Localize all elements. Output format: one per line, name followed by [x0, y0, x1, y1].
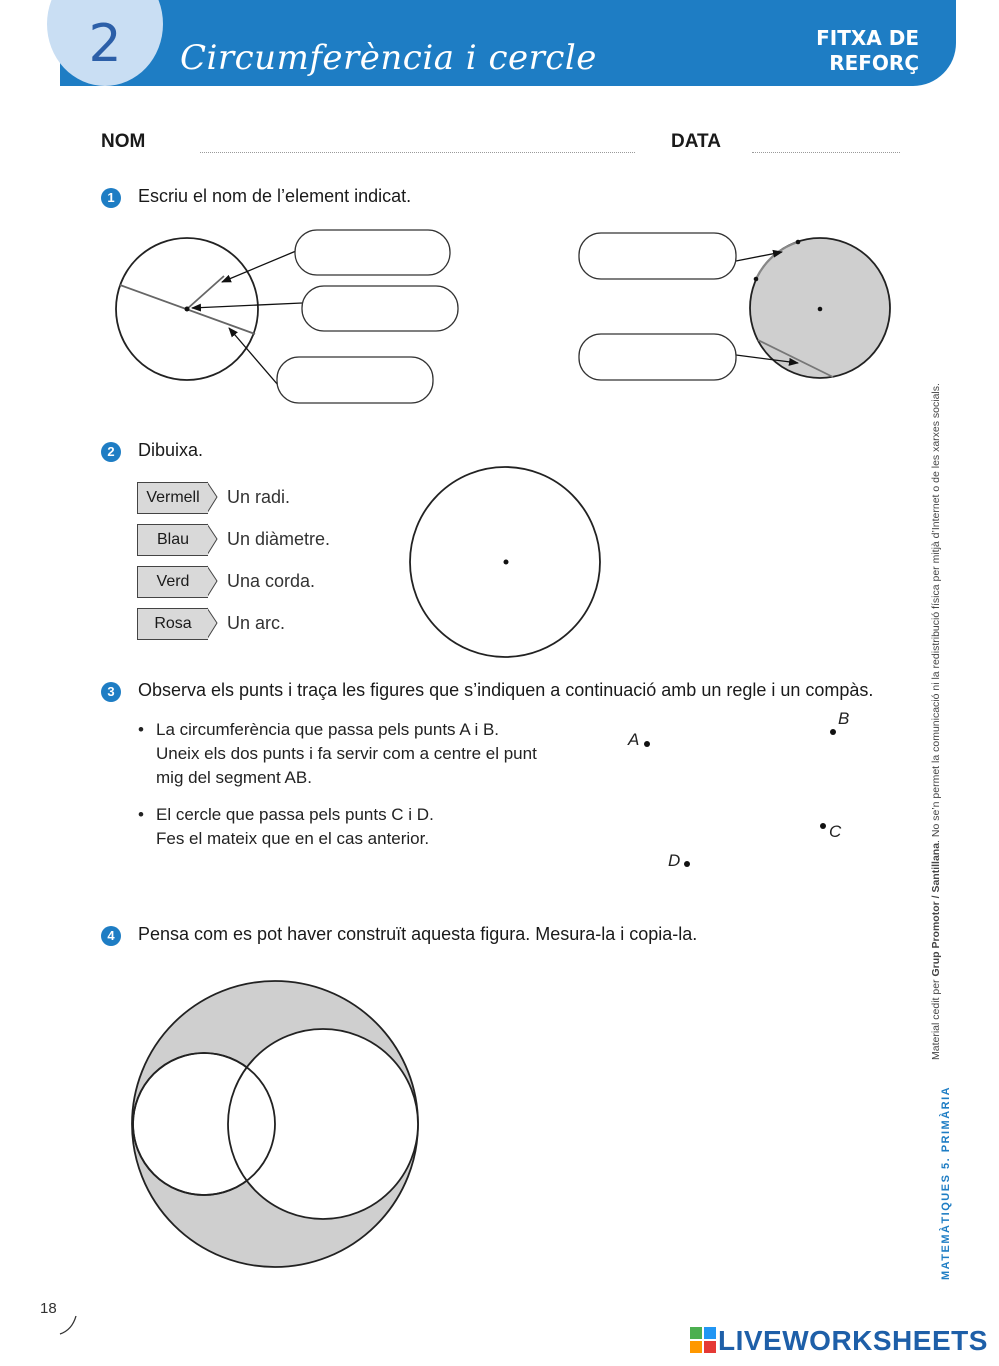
- page-number: 18: [40, 1300, 57, 1317]
- side-credit: [930, 383, 942, 1060]
- color-tag-green: Verd: [137, 566, 208, 598]
- q1-left-center: [185, 307, 190, 312]
- task-radius: Un radi.: [227, 487, 291, 507]
- point-c: [820, 823, 826, 829]
- q3-bullet-2-line1: El cercle que passa pels punts C i D.: [156, 805, 434, 824]
- q3-bullet-2: [138, 803, 434, 851]
- q3-bullet-2-line2: Fes el mateix que en el cas anterior.: [156, 829, 430, 848]
- q1-arc-endpoint-2: [796, 240, 801, 245]
- liveworksheets-logo[interactable]: [690, 1325, 988, 1357]
- question-4-text: Pensa com es pot haver construït aquesta figura. Mesura-la i copia-la.: [138, 924, 698, 944]
- point-b: [830, 729, 836, 735]
- q1-arrow-center: [192, 303, 302, 308]
- answer-box-4[interactable]: [579, 233, 736, 279]
- color-tag-blue: Blau: [137, 524, 208, 556]
- answer-box-2[interactable]: [302, 286, 458, 331]
- question-3-text: Observa els punts i traça les figures que s’indiquen a continuació amb un regle i un compàs.: [138, 680, 874, 700]
- page-corner-mark: [60, 1316, 76, 1334]
- q1-left-radius: [187, 276, 224, 309]
- bullet-dot-1: •: [138, 720, 144, 739]
- q2-figure: [410, 467, 600, 657]
- point-b-label: B: [838, 709, 850, 728]
- bullet-dot-2: •: [138, 805, 144, 824]
- point-c-label: C: [829, 822, 842, 841]
- side-credit-prefix: Material cedit per: [930, 976, 942, 1060]
- question-4-number: 4: [101, 926, 121, 946]
- sheet-type-line2: REFORÇ: [829, 51, 919, 75]
- q3-bullet-1-line3: mig del segment AB.: [156, 768, 312, 787]
- side-credit-suffix: . No se’n permet la comunicació ni la redistribució física per mitjà d’Internet o de les xarxes socials.: [930, 383, 942, 843]
- point-d-label: D: [668, 851, 681, 870]
- question-3-number: 3: [101, 682, 121, 702]
- task-diameter: Un diàmetre.: [227, 529, 331, 549]
- q3-bullet-1-line1: La circumferència que passa pels punts A i B.: [156, 720, 500, 739]
- answer-box-3[interactable]: [277, 357, 433, 403]
- q2-tag-tips: [207, 482, 217, 639]
- question-2-text: Dibuixa.: [138, 440, 204, 460]
- question-1-number: 1: [101, 188, 121, 208]
- point-a-label: A: [628, 730, 640, 749]
- q4-figure: [132, 981, 418, 1267]
- name-label: NOM: [101, 131, 146, 152]
- q1-left-figure: [116, 230, 458, 403]
- sheet-type-line1: FITXA DE: [816, 26, 919, 50]
- point-d: [684, 861, 690, 867]
- q3-bullet-1: [138, 718, 537, 790]
- q1-arrow-diameter: [229, 328, 278, 385]
- answer-box-5[interactable]: [579, 334, 736, 380]
- q3-points: [644, 729, 836, 867]
- q1-right-figure: [579, 233, 890, 380]
- task-chord: Una corda.: [227, 571, 316, 591]
- side-series: MATEMÀTIQUES 5. PRIMÀRIA: [940, 1085, 952, 1280]
- task-arc: Un arc.: [227, 613, 286, 633]
- page-title: Circumferència i cercle: [180, 38, 597, 78]
- q2-center: [504, 560, 509, 565]
- q4-medium-circle: [228, 1029, 418, 1219]
- q3-bullet-1-line2: Uneix els dos punts i fa servir com a centre el punt: [156, 744, 537, 763]
- side-credit-publisher: Grup Promotor / Santillana: [930, 842, 942, 977]
- color-tag-pink: Rosa: [137, 608, 208, 640]
- liveworksheets-text: LIVEWORKSHEETS: [718, 1325, 988, 1356]
- point-a: [644, 741, 650, 747]
- date-label: DATA: [671, 131, 721, 152]
- question-1-text: Escriu el nom de l’element indicat.: [138, 186, 412, 206]
- answer-box-1[interactable]: [295, 230, 450, 275]
- unit-number: 2: [88, 14, 122, 74]
- liveworksheets-icon: [690, 1327, 716, 1353]
- question-2-number: 2: [101, 442, 121, 462]
- color-tag-red: Vermell: [137, 482, 208, 514]
- q1-right-center: [818, 307, 823, 312]
- q1-arc-endpoint-1: [754, 277, 759, 282]
